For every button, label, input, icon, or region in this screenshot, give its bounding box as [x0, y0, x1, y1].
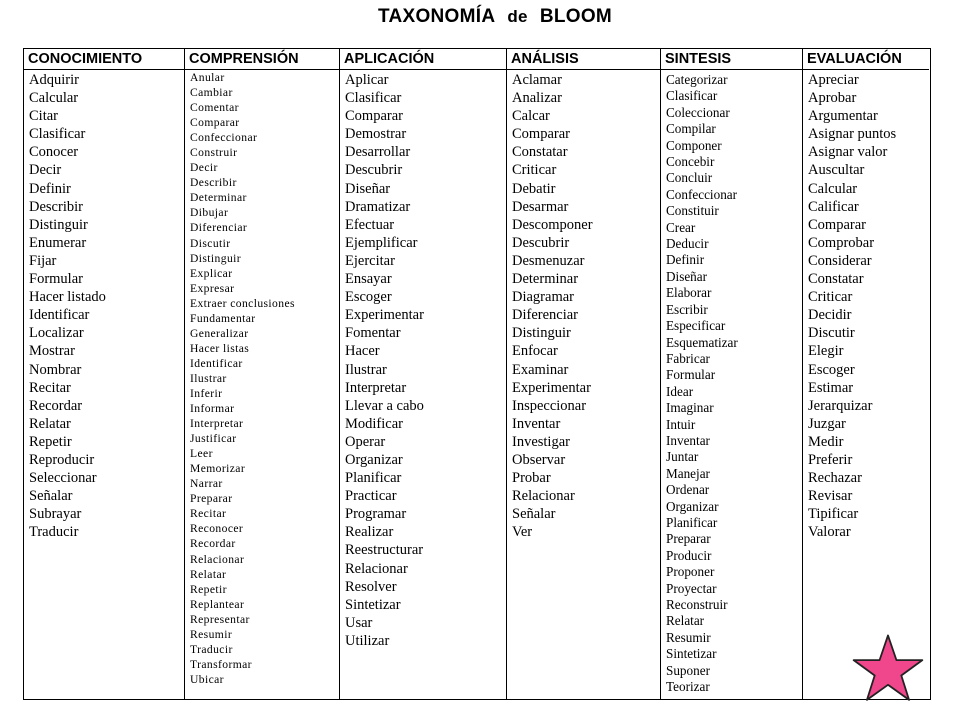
verb-item: Asignar valor [808, 144, 888, 161]
verb-item: Discutir [808, 325, 855, 342]
verb-item: Distinguir [512, 325, 571, 342]
verb-item: Subrayar [29, 506, 82, 523]
verb-item: Desmenuzar [512, 252, 585, 269]
verb-item: Generalizar [190, 326, 249, 340]
verb-item: Deducir [666, 236, 709, 252]
verb-item: Esquematizar [666, 334, 738, 350]
verb-item: Decidir [808, 307, 852, 324]
column-aplicacion [340, 49, 507, 699]
verb-item: Resumir [666, 629, 711, 645]
verb-item: Informar [190, 402, 235, 416]
verb-item: Formular [666, 367, 716, 383]
verb-item: Constatar [512, 144, 568, 161]
verb-item: Nombrar [29, 361, 82, 378]
column-analisis [507, 49, 661, 699]
verb-item: Sintetizar [666, 646, 717, 662]
verb-item: Señalar [512, 506, 556, 523]
verb-item: Ensayar [345, 271, 392, 288]
column-conocimiento [24, 49, 185, 699]
verb-item: Usar [345, 614, 373, 631]
verb-item: Memorizar [190, 462, 246, 476]
verb-list [507, 70, 660, 541]
verb-item: Traducir [190, 642, 233, 656]
verb-item: Planificar [666, 514, 718, 530]
verb-item: Comprobar [808, 234, 875, 251]
verb-item: Especificar [666, 318, 726, 334]
verb-item: Reestructurar [345, 542, 424, 559]
verb-item: Inventar [512, 415, 561, 432]
verb-item: Formular [29, 271, 83, 288]
verb-item: Proyectar [666, 580, 717, 596]
verb-item: Decir [190, 161, 218, 175]
verb-item: Fomentar [345, 325, 401, 342]
verb-item: Señalar [29, 488, 73, 505]
verb-item: Discutir [190, 236, 231, 250]
column-header: CONOCIMIENTO [24, 49, 184, 70]
verb-item: Mostrar [29, 343, 75, 360]
verb-list [661, 70, 802, 695]
verb-item: Citar [29, 108, 58, 125]
verb-item: Operar [345, 433, 386, 450]
title-bloom: BLOOM [539, 6, 613, 27]
verb-item: Clasificar [29, 126, 86, 143]
verb-item: Modificar [345, 415, 403, 432]
verb-list [803, 70, 929, 541]
verb-item: Probar [512, 470, 551, 487]
verb-item: Justificar [190, 432, 237, 446]
column-sintesis [661, 49, 803, 699]
verb-item: Asignar puntos [808, 126, 897, 143]
verb-item: Construir [190, 146, 238, 160]
verb-item: Recitar [29, 379, 71, 396]
verb-item: Desarmar [512, 198, 569, 215]
verb-item: Coleccionar [666, 104, 730, 120]
column-header: COMPRENSIÓN [185, 49, 339, 70]
verb-item: Manejar [666, 465, 710, 481]
verb-item: Compilar [666, 121, 716, 137]
verb-item: Aclamar [512, 72, 562, 88]
verb-item: Demostrar [345, 126, 407, 143]
verb-item: Decir [29, 162, 62, 179]
verb-item: Definir [666, 252, 705, 268]
verb-item: Efectuar [345, 216, 395, 233]
verb-item: Conocer [29, 144, 79, 161]
verb-item: Inspeccionar [512, 397, 587, 414]
verb-item: Revisar [808, 488, 853, 505]
verb-item: Escoger [345, 289, 392, 306]
verb-item: Adquirir [29, 72, 79, 88]
verb-item: Apreciar [808, 72, 859, 88]
verb-item: Identificar [29, 307, 90, 324]
verb-item: Ver [512, 524, 533, 541]
verb-item: Expresar [190, 281, 235, 295]
verb-item: Crear [666, 219, 696, 235]
star-icon [852, 634, 924, 702]
verb-item: Recordar [190, 537, 236, 551]
verb-item: Representar [190, 612, 250, 626]
verb-item: Preparar [666, 531, 711, 547]
verb-item: Ilustrar [345, 361, 387, 378]
verb-item: Analizar [512, 90, 562, 107]
verb-item: Relacionar [345, 560, 408, 577]
verb-item: Definir [29, 180, 71, 197]
title-taxonomia: TAXONOMÍA [377, 6, 496, 27]
verb-item: Llevar a cabo [345, 397, 424, 414]
verb-item: Preparar [190, 492, 233, 506]
verb-item: Distinguir [190, 251, 242, 265]
verb-list [340, 70, 506, 650]
verb-item: Recordar [29, 397, 83, 414]
verb-item: Relacionar [190, 552, 245, 566]
verb-item: Organizar [666, 498, 719, 514]
column-header: ANÁLISIS [507, 49, 660, 70]
verb-item: Imaginar [666, 400, 714, 416]
verb-item: Repetir [29, 433, 72, 450]
verb-item: Interpretar [190, 417, 244, 431]
verb-item: Componer [666, 137, 722, 153]
verb-item: Describir [29, 198, 83, 215]
verb-item: Experimentar [512, 379, 591, 396]
verb-item: Aprobar [808, 90, 857, 107]
verb-item: Producir [666, 547, 712, 563]
verb-item: Medir [808, 433, 844, 450]
verb-item: Hacer [345, 343, 380, 360]
verb-item: Recitar [190, 507, 227, 521]
column-header: EVALUACIÓN [803, 49, 929, 70]
verb-item: Criticar [808, 289, 853, 306]
verb-list [185, 70, 339, 687]
verb-item: Comparar [808, 216, 866, 233]
bloom-taxonomy-table [23, 48, 931, 700]
verb-item: Concebir [666, 154, 715, 170]
verb-item: Elaborar [666, 285, 712, 301]
verb-item: Investigar [512, 433, 570, 450]
verb-item: Seleccionar [29, 470, 97, 487]
verb-item: Diferenciar [190, 221, 248, 235]
verb-item: Juntar [666, 449, 699, 465]
page-title [0, 6, 960, 28]
verb-item: Confeccionar [190, 131, 258, 145]
verb-item: Rechazar [808, 470, 862, 487]
verb-item: Relatar [190, 567, 227, 581]
verb-list [24, 70, 184, 541]
verb-item: Preferir [808, 451, 853, 468]
verb-item: Diferenciar [512, 307, 579, 324]
verb-item: Fabricar [666, 350, 710, 366]
verb-item: Diseñar [345, 180, 391, 197]
verb-item: Describir [190, 176, 237, 190]
verb-item: Dramatizar [345, 198, 411, 215]
verb-item: Resumir [190, 627, 233, 641]
verb-item: Enumerar [29, 234, 87, 251]
verb-item: Constatar [808, 271, 864, 288]
column-header: APLICACIÓN [340, 49, 506, 70]
verb-item: Hacer listas [190, 341, 250, 355]
verb-item: Ordenar [666, 482, 710, 498]
verb-item: Escribir [666, 301, 708, 317]
verb-item: Confeccionar [666, 186, 738, 202]
verb-item: Descomponer [512, 216, 593, 233]
column-comprension [185, 49, 340, 699]
verb-item: Fijar [29, 252, 57, 269]
verb-item: Descubrir [345, 162, 403, 179]
verb-item: Ubicar [190, 672, 224, 686]
verb-item: Planificar [345, 470, 402, 487]
verb-item: Extraer conclusiones [190, 296, 295, 310]
verb-item: Tipificar [808, 506, 859, 523]
verb-item: Dibujar [190, 206, 229, 220]
verb-item: Relatar [29, 415, 71, 432]
verb-item: Practicar [345, 488, 397, 505]
verb-item: Argumentar [808, 108, 878, 125]
verb-item: Descubrir [512, 234, 570, 251]
verb-item: Elegir [808, 343, 844, 360]
verb-item: Anular [190, 71, 225, 84]
verb-item: Replantear [190, 597, 245, 611]
verb-item: Auscultar [808, 162, 865, 179]
verb-item: Explicar [190, 266, 233, 280]
verb-item: Proponer [666, 564, 715, 580]
verb-item: Resolver [345, 578, 397, 595]
verb-item: Transformar [190, 657, 252, 671]
verb-item: Narrar [190, 477, 223, 491]
verb-item: Reproducir [29, 451, 95, 468]
verb-item: Comparar [190, 116, 240, 130]
verb-item: Estimar [808, 379, 854, 396]
verb-item: Hacer listado [29, 289, 106, 306]
verb-item: Enfocar [512, 343, 558, 360]
verb-item: Clasificar [345, 90, 402, 107]
verb-item: Intuir [666, 416, 696, 432]
verb-item: Escoger [808, 361, 855, 378]
verb-item: Programar [345, 506, 407, 523]
verb-item: Fundamentar [190, 311, 256, 325]
verb-item: Suponer [666, 662, 710, 678]
verb-item: Calcular [808, 180, 858, 197]
verb-item: Inferir [190, 386, 223, 400]
verb-item: Aplicar [345, 72, 389, 88]
verb-item: Ilustrar [190, 371, 227, 385]
verb-item: Repetir [190, 582, 227, 596]
verb-item: Juzgar [808, 415, 846, 432]
verb-item: Organizar [345, 451, 403, 468]
verb-item: Observar [512, 451, 566, 468]
column-evaluacion [803, 49, 929, 699]
verb-item: Jerarquizar [808, 397, 873, 414]
verb-item: Sintetizar [345, 596, 401, 613]
verb-item: Calificar [808, 198, 859, 215]
verb-item: Diseñar [666, 268, 708, 284]
verb-item: Interpretar [345, 379, 407, 396]
verb-item: Cambiar [190, 86, 233, 100]
verb-item: Comparar [512, 126, 570, 143]
verb-item: Localizar [29, 325, 84, 342]
verb-item: Leer [190, 447, 213, 461]
column-header: SINTESIS [661, 49, 802, 70]
verb-item: Relacionar [512, 488, 575, 505]
verb-item: Determinar [512, 271, 579, 288]
verb-item: Distinguir [29, 216, 88, 233]
verb-item: Calcular [29, 90, 79, 107]
verb-item: Comparar [345, 108, 403, 125]
verb-item: Considerar [808, 252, 872, 269]
verb-item: Utilizar [345, 632, 390, 649]
verb-item: Desarrollar [345, 144, 411, 161]
verb-item: Teorizar [666, 679, 710, 695]
verb-item: Clasificar [666, 88, 718, 104]
verb-item: Inventar [666, 432, 710, 448]
verb-item: Traducir [29, 524, 79, 541]
verb-item: Calcar [512, 108, 550, 125]
verb-item: Realizar [345, 524, 394, 541]
verb-item: Valorar [808, 524, 851, 541]
verb-item: Examinar [512, 361, 569, 378]
verb-item: Identificar [190, 356, 243, 370]
verb-item: Experimentar [345, 307, 424, 324]
verb-item: Diagramar [512, 289, 574, 306]
verb-item: Criticar [512, 162, 557, 179]
verb-item: Idear [666, 383, 694, 399]
verb-item: Constituir [666, 203, 719, 219]
verb-item: Comentar [190, 101, 239, 115]
verb-item: Reconstruir [666, 597, 728, 612]
verb-item: Ejercitar [345, 252, 395, 269]
verb-item: Debatir [512, 180, 556, 197]
verb-item: Reconocer [190, 522, 244, 536]
verb-item: Ejemplificar [345, 234, 418, 251]
title-de: de [507, 7, 528, 26]
verb-item: Determinar [190, 191, 247, 205]
verb-item: Categorizar [666, 72, 728, 87]
verb-item: Concluir [666, 170, 713, 186]
verb-item: Relatar [666, 613, 705, 629]
